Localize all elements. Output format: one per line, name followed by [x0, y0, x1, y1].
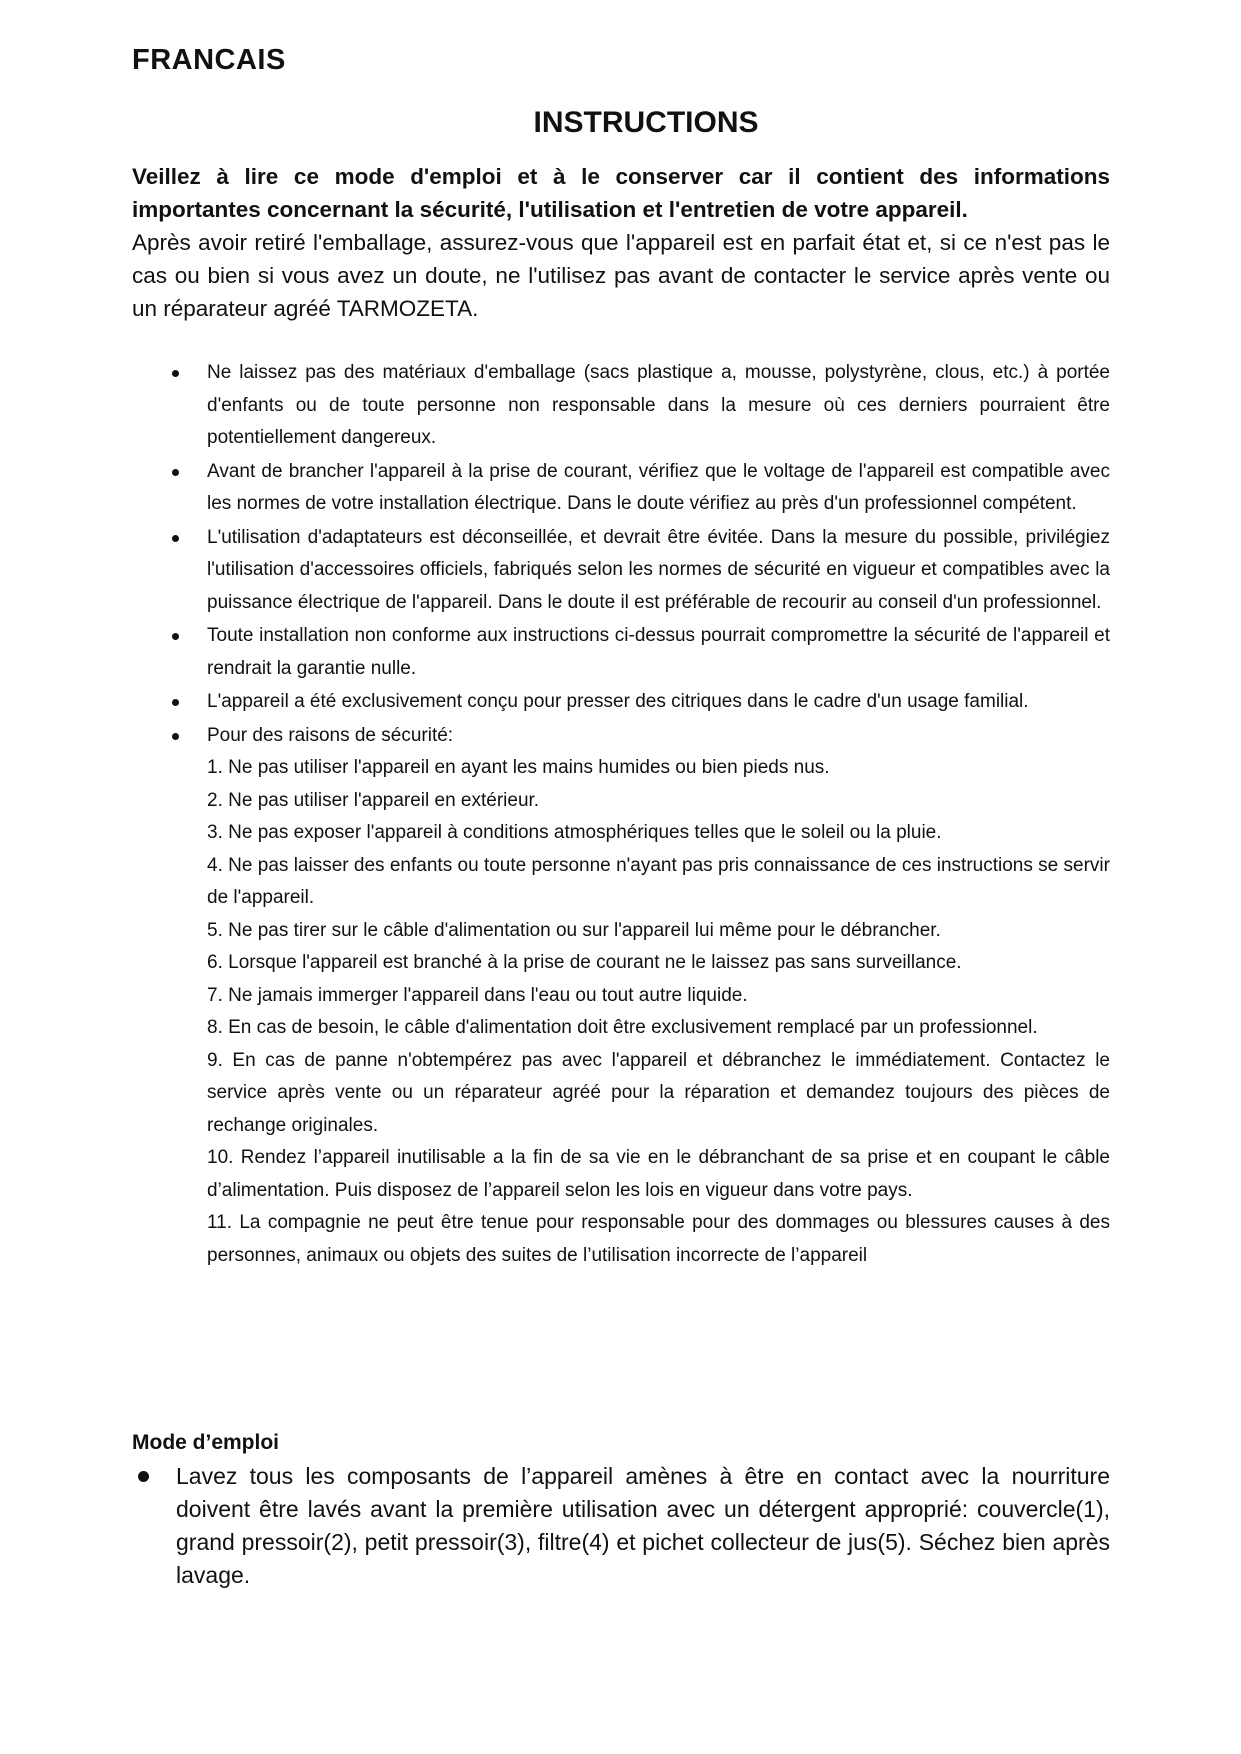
- rule-item: 6. Lorsque l'appareil est branché à la prise de courant ne le laissez pas sans surveillance.: [207, 952, 962, 973]
- list-item: [132, 1460, 1110, 1592]
- intro-section: [132, 160, 1110, 325]
- rule-item: 11. La compagnie ne peut être tenue pour responsable pour des dommages ou blessures causes à des personnes, animaux ou objets des suites de l’utilisation incorrecte de l’appareil: [207, 1212, 1110, 1266]
- list-item-text: Toute installation non conforme aux instructions ci-dessus pourrait compromettre la sécurité de l'appareil et rendrait la garantie nulle.: [207, 625, 1110, 679]
- mode-emploi-list: [132, 1460, 1110, 1592]
- list-item-text: Lavez tous les composants de l’appareil amènes à être en contact avec la nourriture doivent être lavés avant la première utilisation avec un détergent approprié: couvercle(1), grand pressoir(2), petit pressoir(3), filtre(4) et pichet collecteur de jus(5). Séchez bien après lavage.: [176, 1463, 1110, 1588]
- bullet-icon: [172, 733, 179, 740]
- mode-emploi-heading: Mode d’emploi: [132, 1431, 279, 1454]
- list-item: [132, 522, 1110, 620]
- bullet-icon: [172, 469, 179, 476]
- rule-item: 9. En cas de panne n'obtempérez pas avec l'appareil et débranchez le immédiatement. Contactez le service après vente ou un réparateur agréé pour la réparation et demandez toujours des pièces de rechange originales.: [207, 1049, 1110, 1136]
- list-item: [132, 686, 1110, 719]
- intro-text: Après avoir retiré l'emballage, assurez-vous que l'appareil est en parfait état et, si ce n'est pas le cas ou bien si vous avez un doute, ne l'utilisez pas avant de contacter le service après vente ou un réparateur agréé TARMOZETA.: [132, 230, 1110, 321]
- rule-item: 5. Ne pas tirer sur le câble d'alimentation ou sur l'appareil lui même pour le débrancher.: [207, 919, 941, 941]
- page-title: INSTRUCTIONS: [533, 106, 759, 139]
- security-rules-list: [207, 752, 1110, 1272]
- rule-item: 1. Ne pas utiliser l'appareil en ayant les mains humides ou bien pieds nus.: [207, 757, 830, 778]
- rule-item: 8. En cas de besoin, le câble d'alimentation doit être exclusivement remplacé par un professionnel.: [207, 1017, 1038, 1038]
- list-item-text: Pour des raisons de sécurité:: [207, 724, 454, 746]
- rule-item: 2. Ne pas utiliser l'appareil en extérieur.: [207, 789, 540, 811]
- bullet-icon: [172, 633, 179, 640]
- rule-item: 7. Ne jamais immerger l'appareil dans l'eau ou tout autre liquide.: [207, 984, 748, 1006]
- list-item-text: L'appareil a été exclusivement conçu pour presser des citriques dans le cadre d'un usage familial.: [207, 691, 1029, 712]
- list-item: [132, 357, 1110, 455]
- bullet-icon: [172, 699, 179, 706]
- safety-list: [132, 357, 1110, 1273]
- list-item-text: Avant de brancher l'appareil à la prise de courant, vérifiez que le voltage de l'appareil est compatible avec les normes de votre installation électrique. Dans le doute vérifiez au près d'un professionnel compétent.: [207, 460, 1110, 514]
- list-item-text: L'utilisation d'adaptateurs est déconseillée, et devrait être évitée. Dans la mesure du possible, privilégiez l'utilisation d'accessoires officiels, fabriqués selon les normes de sécurité en vigueur et compatibles avec la puissance électrique de l'appareil. Dans le doute il est préférable de recourir au conseil d'un professionnel.: [207, 526, 1110, 613]
- list-item-text: Ne laissez pas des matériaux d'emballage (sacs plastique a, mousse, polystyrène, clous, etc.) à portée d'enfants ou de toute personne non responsable dans la mesure où ces derniers pourraient être potentiellement dangereux.: [207, 362, 1110, 448]
- intro-warning: Veillez à lire ce mode d'emploi et à le conserver car il contient des informations importantes concernant la sécurité, l'utilisation et l'entretien de votre appareil.: [132, 164, 1110, 222]
- rule-item: 4. Ne pas laisser des enfants ou toute personne n'ayant pas pris connaissance de ces instructions se servir de l'appareil.: [207, 854, 1110, 908]
- language-heading: FRANCAIS: [132, 44, 286, 76]
- list-item: [132, 456, 1110, 521]
- bullet-icon: [138, 1471, 149, 1482]
- rule-item: 10. Rendez l’appareil inutilisable a la fin de sa vie en le débranchant de sa prise et en coupant le câble d’alimentation. Puis disposez de l’appareil selon les lois en vigueur dans votre pays.: [207, 1147, 1110, 1201]
- list-item: [132, 720, 1110, 1273]
- rule-item: 3. Ne pas exposer l'appareil à conditions atmosphériques telles que le soleil ou la pluie.: [207, 822, 942, 843]
- bullet-icon: [172, 370, 179, 377]
- list-item: [132, 620, 1110, 685]
- bullet-icon: [172, 535, 179, 542]
